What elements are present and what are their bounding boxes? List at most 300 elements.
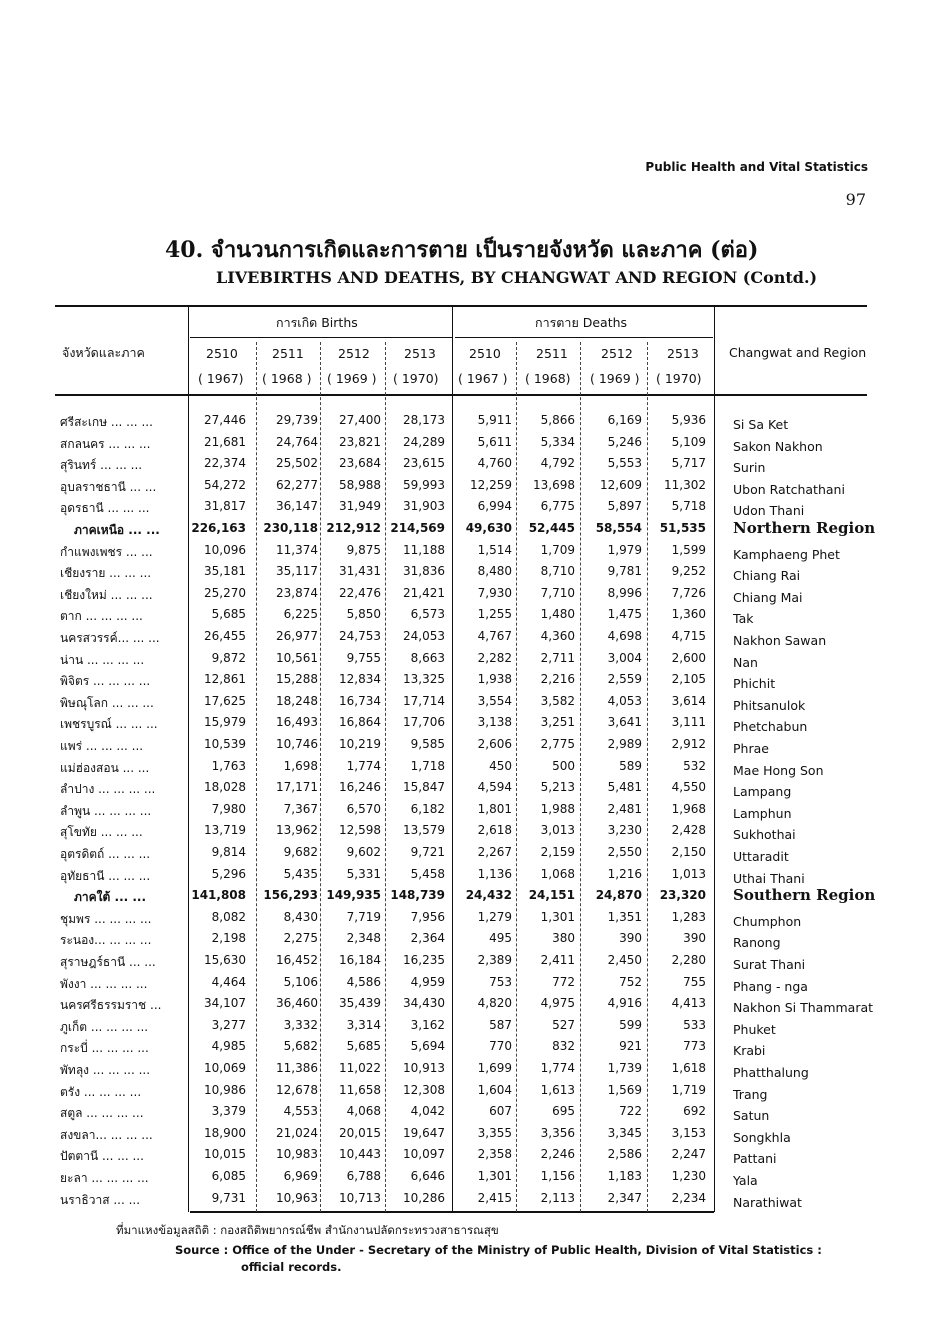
changwat-thai: อุทัยธานี ... ... ... [60, 868, 151, 883]
deaths-cell: 3,013 [540, 823, 575, 838]
changwat-thai: พิษณุโลก ... ... ... [60, 695, 154, 710]
births-cell: 18,028 [204, 780, 246, 795]
births-cell: 12,834 [339, 672, 381, 687]
deaths-cell: 3,230 [607, 823, 642, 838]
region-row [0, 888, 945, 910]
deaths-cell: 1,739 [607, 1061, 642, 1075]
deaths-cell: 23,320 [659, 888, 706, 903]
changwat-english: Surat Thani [733, 957, 806, 972]
births-cell: 9,875 [346, 542, 381, 557]
births-cell: 16,734 [339, 693, 381, 708]
table-row [0, 1147, 945, 1169]
deaths-cell: 533 [683, 1017, 706, 1032]
table-row [0, 1126, 945, 1148]
births-cell: 13,719 [204, 823, 246, 838]
deaths-cell: 450 [489, 758, 512, 773]
deaths-cell: 1,988 [540, 801, 575, 816]
deaths-cell: 4,550 [671, 780, 706, 795]
births-cell: 11,022 [339, 1061, 381, 1075]
changwat-english: Krabi [733, 1043, 766, 1059]
changwat-english: Southern Region [733, 886, 876, 905]
births-cell: 31,836 [403, 564, 445, 579]
births-cell: 7,719 [346, 909, 381, 924]
deaths-cell: 921 [619, 1039, 642, 1054]
births-cell: 27,446 [204, 413, 246, 427]
deaths-cell: 2,989 [607, 737, 642, 751]
deaths-cell: 752 [619, 974, 642, 989]
births-cell: 24,764 [276, 434, 318, 449]
table-row [0, 586, 945, 608]
deaths-cell: 6,994 [477, 499, 512, 514]
changwat-english: Yala [733, 1173, 758, 1188]
deaths-cell: 1,604 [477, 1082, 512, 1097]
births-cell: 5,694 [410, 1039, 445, 1054]
deaths-cell: 3,614 [671, 693, 706, 708]
births-cell: 6,646 [410, 1169, 445, 1183]
births-cell: 5,106 [283, 974, 318, 989]
changwat-thai: เพชรบูรณ์ ... ... ... [60, 717, 158, 732]
deaths-cell: 2,159 [540, 845, 575, 859]
deaths-cell: 11,302 [664, 477, 706, 492]
births-cell: 10,986 [204, 1082, 246, 1097]
table-row [0, 1104, 945, 1126]
deaths-cell: 692 [683, 1104, 706, 1119]
deaths-cell: 8,480 [477, 564, 512, 579]
deaths-cell: 1,156 [540, 1169, 575, 1183]
deaths-cell: 2,586 [607, 1147, 642, 1162]
table-row [0, 1039, 945, 1061]
births-cell: 23,684 [339, 456, 381, 471]
births-cell: 4,985 [211, 1039, 246, 1054]
births-cell: 3,314 [346, 1017, 381, 1032]
deaths-cell: 2,347 [607, 1190, 642, 1205]
table-row [0, 996, 945, 1018]
deaths-cell: 5,936 [671, 413, 706, 427]
table-row [0, 1191, 945, 1213]
deaths-cell: 3,111 [671, 715, 706, 730]
births-cell: 4,068 [346, 1104, 381, 1119]
births-cell: 28,173 [403, 413, 445, 427]
births-cell: 34,107 [204, 996, 246, 1011]
changwat-thai: เชียงราย ... ... ... [60, 566, 152, 581]
table-row [0, 845, 945, 867]
deaths-cell: 2,105 [671, 672, 706, 687]
running-head: Public Health and Vital Statistics [645, 160, 868, 174]
year-ad-header: ( 1967 ) [458, 371, 508, 386]
year-ad-header: ( 1970) [656, 371, 702, 386]
births-cell: 17,714 [403, 693, 445, 708]
births-cell: 35,117 [276, 564, 318, 579]
changwat-thai: ปัตตานี ... ... ... [60, 1149, 144, 1164]
deaths-cell: 1,979 [607, 542, 642, 557]
deaths-cell: 24,870 [595, 888, 642, 903]
changwat-thai: ลำปาง ... ... ... ... [60, 782, 156, 797]
deaths-cell: 4,698 [607, 629, 642, 643]
births-cell: 11,386 [276, 1061, 318, 1075]
deaths-cell: 1,301 [477, 1169, 512, 1183]
table-row [0, 629, 945, 651]
table-row [0, 672, 945, 694]
births-cell: 10,913 [403, 1061, 445, 1075]
deaths-cell: 2,358 [477, 1147, 512, 1162]
changwat-thai: พังงา ... ... ... ... [60, 976, 148, 991]
changwat-thai: ศรีสะเกษ ... ... ... [60, 415, 153, 429]
births-cell: 17,625 [204, 693, 246, 708]
births-cell: 12,598 [339, 823, 381, 838]
deaths-cell: 832 [552, 1039, 575, 1054]
births-cell: 9,585 [410, 737, 445, 751]
deaths-cell: 2,282 [477, 650, 512, 665]
deaths-cell: 589 [619, 758, 642, 773]
deaths-cell: 2,618 [477, 823, 512, 838]
deaths-cell: 495 [489, 931, 512, 946]
births-cell: 16,452 [276, 953, 318, 967]
deaths-cell: 4,975 [540, 996, 575, 1011]
births-cell: 29,739 [276, 413, 318, 427]
deaths-cell: 3,004 [607, 650, 642, 665]
deaths-cell: 1,613 [540, 1082, 575, 1097]
year-header: 2511 [536, 346, 568, 361]
births-cell: 5,685 [211, 607, 246, 622]
deaths-cell: 1,475 [607, 607, 642, 622]
births-cell: 18,248 [276, 693, 318, 708]
deaths-cell: 1,360 [671, 607, 706, 622]
deaths-cell: 5,717 [671, 456, 706, 471]
year-ad-header: ( 1968 ) [262, 371, 312, 386]
deaths-cell: 607 [489, 1104, 512, 1119]
table-row [0, 564, 945, 586]
births-cell: 7,367 [283, 801, 318, 816]
deaths-cell: 5,481 [607, 780, 642, 795]
deaths-cell: 1,279 [477, 909, 512, 924]
deaths-cell: 2,912 [671, 737, 706, 751]
deaths-cell: 753 [489, 974, 512, 989]
changwat-english: Phichit [733, 676, 776, 692]
deaths-cell: 5,718 [671, 499, 706, 514]
year-header: 2510 [206, 346, 238, 361]
changwat-thai: นครสวรรค์... ... ... [60, 631, 160, 645]
deaths-cell: 24,151 [528, 888, 575, 903]
changwat-english: Nakhon Si Thammarat [733, 1000, 874, 1016]
deaths-cell: 4,916 [607, 996, 642, 1011]
births-cell: 35,439 [339, 996, 381, 1011]
births-cell: 9,602 [346, 845, 381, 859]
deaths-cell: 2,606 [477, 737, 512, 751]
births-cell: 7,980 [211, 801, 246, 816]
deaths-cell: 1,719 [671, 1082, 706, 1097]
deaths-cell: 2,234 [671, 1190, 706, 1205]
table-row [0, 651, 945, 673]
deaths-cell: 2,113 [540, 1190, 575, 1205]
deaths-cell: 1,938 [477, 672, 512, 687]
year-ad-header: ( 1970) [393, 371, 439, 386]
births-cell: 1,718 [410, 758, 445, 773]
births-cell: 34,430 [403, 996, 445, 1011]
deaths-cell: 4,767 [477, 629, 512, 643]
deaths-cell: 3,356 [540, 1125, 575, 1140]
changwat-english: Ubon Ratchathani [733, 481, 845, 497]
header-bottom-rule [55, 394, 867, 396]
deaths-cell: 3,641 [607, 715, 642, 730]
deaths-underline [455, 337, 713, 338]
births-cell: 2,198 [211, 931, 246, 946]
births-cell: 36,460 [276, 996, 318, 1011]
births-cell: 2,364 [410, 931, 445, 946]
changwat-english: Pattani [733, 1151, 777, 1167]
births-cell: 7,956 [410, 909, 445, 924]
births-cell: 5,685 [346, 1039, 381, 1054]
header-changwat-english: Changwat and Region [729, 345, 867, 360]
births-cell: 13,325 [403, 672, 445, 687]
changwat-english: Satun [733, 1108, 770, 1124]
table-row [0, 910, 945, 932]
header-births: การเกิด Births [276, 315, 358, 330]
deaths-cell: 2,775 [540, 737, 575, 751]
year-header: 2512 [601, 346, 633, 361]
deaths-cell: 7,930 [477, 585, 512, 600]
births-cell: 15,979 [204, 715, 246, 730]
changwat-thai: ระนอง... ... ... ... [60, 933, 152, 948]
deaths-cell: 2,481 [607, 801, 642, 816]
births-cell: 12,861 [204, 672, 246, 687]
changwat-english: Phuket [733, 1021, 776, 1037]
changwat-thai: อุบลราชธานี ... ... [60, 479, 157, 494]
deaths-cell: 2,711 [540, 650, 575, 665]
deaths-cell: 1,618 [671, 1061, 706, 1075]
births-cell: 4,586 [346, 974, 381, 989]
births-cell: 24,289 [403, 434, 445, 449]
changwat-english: Sakon Nakhon [733, 438, 823, 454]
births-cell: 10,015 [204, 1147, 246, 1162]
table-row [0, 435, 945, 457]
title-english: LIVEBIRTHS AND DEATHS, BY CHANGWAT AND REGION (Contd.) [216, 268, 818, 287]
births-cell: 23,821 [339, 434, 381, 449]
births-cell: 21,681 [204, 434, 246, 449]
births-cell: 6,788 [346, 1169, 381, 1183]
changwat-english: Lamphun [733, 805, 792, 821]
deaths-cell: 599 [619, 1017, 642, 1032]
births-cell: 36,147 [276, 499, 318, 514]
births-cell: 16,235 [403, 953, 445, 967]
deaths-cell: 755 [683, 974, 706, 989]
births-cell: 3,277 [211, 1017, 246, 1032]
deaths-cell: 2,150 [671, 845, 706, 859]
changwat-thai: สกลนคร ... ... ... [60, 436, 151, 451]
births-cell: 10,713 [339, 1190, 381, 1205]
table-row [0, 953, 945, 975]
births-cell: 26,977 [276, 629, 318, 643]
deaths-cell: 49,630 [465, 521, 512, 535]
changwat-thai: สตูล ... ... ... ... [60, 1106, 144, 1121]
changwat-thai: แม่ฮ่องสอน ... ... [60, 760, 150, 775]
births-cell: 15,630 [204, 953, 246, 967]
births-cell: 16,184 [339, 953, 381, 967]
births-cell: 5,296 [211, 866, 246, 881]
deaths-cell: 4,594 [477, 780, 512, 795]
deaths-cell: 1,699 [477, 1061, 512, 1075]
births-cell: 10,219 [339, 737, 381, 751]
changwat-thai: สุรินทร์ ... ... ... [60, 458, 143, 473]
births-cell: 226,163 [191, 521, 246, 535]
year-header: 2513 [404, 346, 436, 361]
births-cell: 17,171 [276, 780, 318, 795]
deaths-cell: 5,897 [607, 499, 642, 514]
title-thai: 40. จำนวนการเกิดและการตาย เป็นรายจังหวัด และภาค (ต่อ) [165, 237, 759, 263]
births-cell: 62,277 [276, 477, 318, 492]
changwat-english: Narathiwat [733, 1194, 802, 1210]
deaths-cell: 6,775 [540, 499, 575, 514]
changwat-thai: ตรัง ... ... ... ... [60, 1084, 142, 1099]
changwat-english: Uthai Thani [733, 870, 805, 886]
births-cell: 21,421 [403, 585, 445, 600]
changwat-thai: ภูเก็ต ... ... ... ... [60, 1019, 149, 1034]
changwat-thai: สงขลา... ... ... ... [60, 1127, 153, 1142]
deaths-cell: 1,569 [607, 1082, 642, 1097]
deaths-cell: 3,153 [671, 1125, 706, 1140]
changwat-english: Lampang [733, 784, 792, 800]
deaths-cell: 695 [552, 1104, 575, 1119]
source-english: Source : Office of the Under - Secretary of the Ministry of Public Health, Division of Vital Statistics : [175, 1243, 822, 1257]
deaths-cell: 9,252 [671, 564, 706, 579]
births-cell: 12,678 [276, 1082, 318, 1097]
births-cell: 6,182 [410, 801, 445, 816]
deaths-cell: 2,267 [477, 845, 512, 859]
table-row [0, 456, 945, 478]
births-cell: 5,850 [346, 607, 381, 622]
births-cell: 6,085 [211, 1169, 246, 1183]
deaths-cell: 4,820 [477, 996, 512, 1011]
deaths-cell: 2,559 [607, 672, 642, 687]
births-cell: 8,663 [410, 650, 445, 665]
changwat-thai: น่าน ... ... ... ... [60, 652, 145, 667]
changwat-thai: ภาคเหนือ ... ... [74, 523, 160, 537]
deaths-cell: 2,415 [477, 1190, 512, 1205]
births-cell: 156,293 [263, 888, 318, 903]
deaths-cell: 58,554 [595, 521, 642, 535]
year-header: 2511 [272, 346, 304, 361]
table-row [0, 780, 945, 802]
changwat-english: Phitsanulok [733, 697, 806, 713]
deaths-cell: 390 [619, 931, 642, 946]
deaths-cell: 5,246 [607, 434, 642, 449]
changwat-english: Nakhon Sawan [733, 633, 827, 648]
changwat-thai: นครศรีธรรมราช ... [60, 998, 162, 1013]
deaths-cell: 1,013 [671, 866, 706, 881]
deaths-cell: 5,553 [607, 456, 642, 471]
births-cell: 24,753 [339, 629, 381, 643]
deaths-cell: 5,213 [540, 780, 575, 795]
births-cell: 16,493 [276, 715, 318, 730]
births-cell: 31,431 [339, 564, 381, 579]
table-row [0, 1018, 945, 1040]
changwat-english: Chumphon [733, 913, 802, 929]
deaths-cell: 380 [552, 931, 575, 946]
deaths-cell: 722 [619, 1104, 642, 1119]
deaths-cell: 3,251 [540, 715, 575, 730]
deaths-cell: 1,068 [540, 866, 575, 881]
births-cell: 9,721 [410, 845, 445, 859]
changwat-thai: สุราษฎร์ธานี ... ... [60, 955, 156, 969]
births-cell: 9,682 [283, 845, 318, 859]
changwat-thai: เชียงใหม่ ... ... ... [60, 587, 153, 602]
births-cell: 9,731 [211, 1190, 246, 1205]
changwat-english: Phang - nga [733, 978, 808, 994]
births-cell: 10,286 [403, 1190, 445, 1205]
births-cell: 25,502 [276, 456, 318, 471]
deaths-cell: 770 [489, 1039, 512, 1054]
births-cell: 12,308 [403, 1082, 445, 1097]
changwat-english: Phrae [733, 741, 769, 756]
deaths-cell: 390 [683, 931, 706, 946]
births-cell: 141,808 [191, 888, 246, 903]
deaths-cell: 1,301 [540, 909, 575, 924]
births-cell: 10,561 [276, 650, 318, 665]
changwat-english: Chiang Rai [733, 568, 801, 584]
deaths-cell: 12,259 [470, 477, 512, 492]
changwat-thai: กำแพงเพชร ... ... [60, 544, 153, 559]
deaths-cell: 773 [683, 1039, 706, 1054]
births-cell: 4,553 [283, 1104, 318, 1119]
deaths-cell: 1,774 [540, 1061, 575, 1075]
deaths-cell: 51,535 [659, 521, 706, 535]
births-cell: 214,569 [390, 521, 445, 535]
year-header: 2512 [338, 346, 370, 361]
changwat-english: Si Sa Ket [733, 417, 789, 432]
births-cell: 17,706 [403, 715, 445, 730]
header-changwat-thai: จังหวัดและภาค [62, 345, 145, 360]
deaths-cell: 2,280 [671, 953, 706, 967]
changwat-english: Uttaradit [733, 849, 789, 864]
table-row [0, 478, 945, 500]
changwat-english: Chiang Mai [733, 589, 803, 605]
deaths-cell: 4,360 [540, 629, 575, 643]
births-cell: 5,682 [283, 1039, 318, 1054]
changwat-thai: ลำพูน ... ... ... ... [60, 803, 152, 818]
deaths-cell: 6,169 [607, 413, 642, 427]
deaths-cell: 1,968 [671, 801, 706, 816]
births-cell: 10,096 [204, 542, 246, 557]
deaths-cell: 772 [552, 974, 575, 989]
births-cell: 1,763 [211, 758, 246, 773]
births-cell: 21,024 [276, 1125, 318, 1140]
births-cell: 31,903 [403, 499, 445, 514]
changwat-english: Ranong [733, 935, 781, 951]
table-row [0, 413, 945, 435]
table-row [0, 975, 945, 997]
births-cell: 16,246 [339, 780, 381, 795]
deaths-cell: 9,781 [607, 564, 642, 579]
births-cell: 6,225 [283, 607, 318, 622]
deaths-cell: 1,136 [477, 866, 512, 881]
births-cell: 5,435 [283, 866, 318, 881]
births-cell: 9,814 [211, 845, 246, 859]
changwat-thai: ชุมพร ... ... ... ... [60, 911, 152, 926]
births-cell: 15,288 [276, 672, 318, 687]
births-cell: 2,348 [346, 931, 381, 946]
deaths-cell: 2,216 [540, 672, 575, 687]
births-cell: 10,443 [339, 1147, 381, 1162]
changwat-thai: สุโขทัย ... ... ... [60, 825, 143, 840]
births-cell: 2,275 [283, 931, 318, 946]
births-cell: 35,181 [204, 564, 246, 579]
deaths-cell: 3,554 [477, 693, 512, 708]
table-row [0, 802, 945, 824]
table-row [0, 823, 945, 845]
region-row [0, 521, 945, 543]
deaths-cell: 2,450 [607, 953, 642, 967]
deaths-cell: 500 [552, 758, 575, 773]
births-cell: 6,570 [346, 801, 381, 816]
